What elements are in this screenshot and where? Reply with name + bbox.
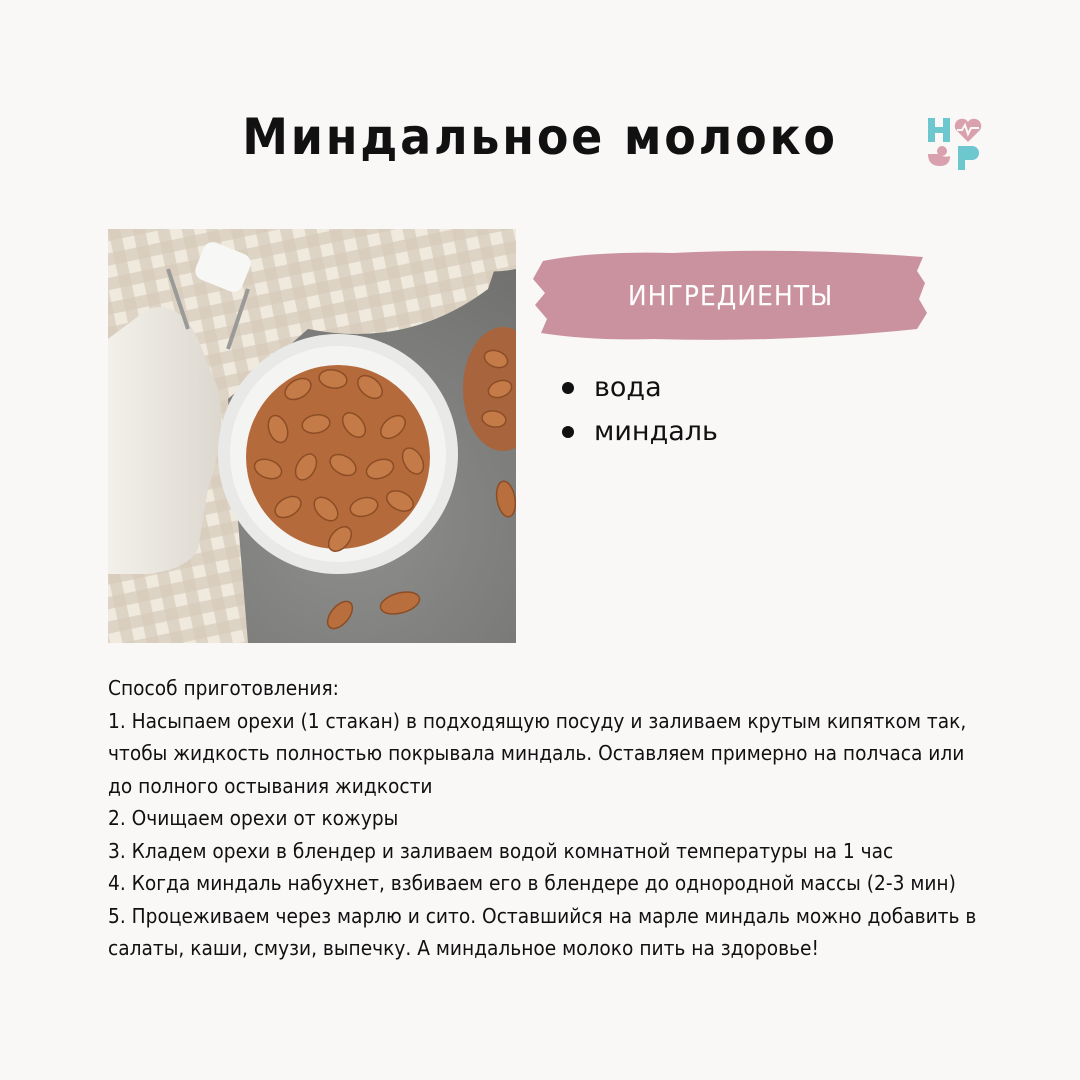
method-step: 1. Насыпаем орехи (1 стакан) в подходящую посуду и заливаем крутым кипятком так, чтобы жидкость полностью покрывала миндаль. Оставляем примерно на полчаса или до полного остывания жидкости: [108, 708, 967, 798]
bullet-icon: [562, 426, 574, 438]
method-step: 2. Очищаем орехи от кожуры: [108, 806, 399, 830]
list-item: миндаль: [562, 410, 718, 454]
method-step: 3. Кладем орехи в блендер и заливаем водой комнатной температуры на 1 час: [108, 838, 894, 863]
method-step: 5. Процеживаем через марлю и сито. Оставшийся на марле миндаль можно добавить в салаты, каши, смузи, выпечку. А миндальное молоко пить на здоровье!: [108, 903, 977, 960]
bullet-icon: [562, 382, 574, 394]
method-step: 4. Когда миндаль набухнет, взбиваем его в блендере до однородной массы (2-3 мин): [108, 871, 956, 895]
method-heading: Способ приготовления:: [108, 676, 339, 700]
list-item: вода: [562, 366, 718, 410]
almond-bowl-icon: [218, 334, 458, 574]
ingredients-heading: ИНГРЕДИЕНТЫ: [627, 278, 834, 312]
almond-milk-photo: [108, 229, 516, 643]
method-text: [108, 672, 982, 965]
ingredients-list: [562, 366, 718, 454]
heart-bird-logo: [924, 114, 984, 174]
page-title: Миндальное молоко: [242, 108, 838, 166]
